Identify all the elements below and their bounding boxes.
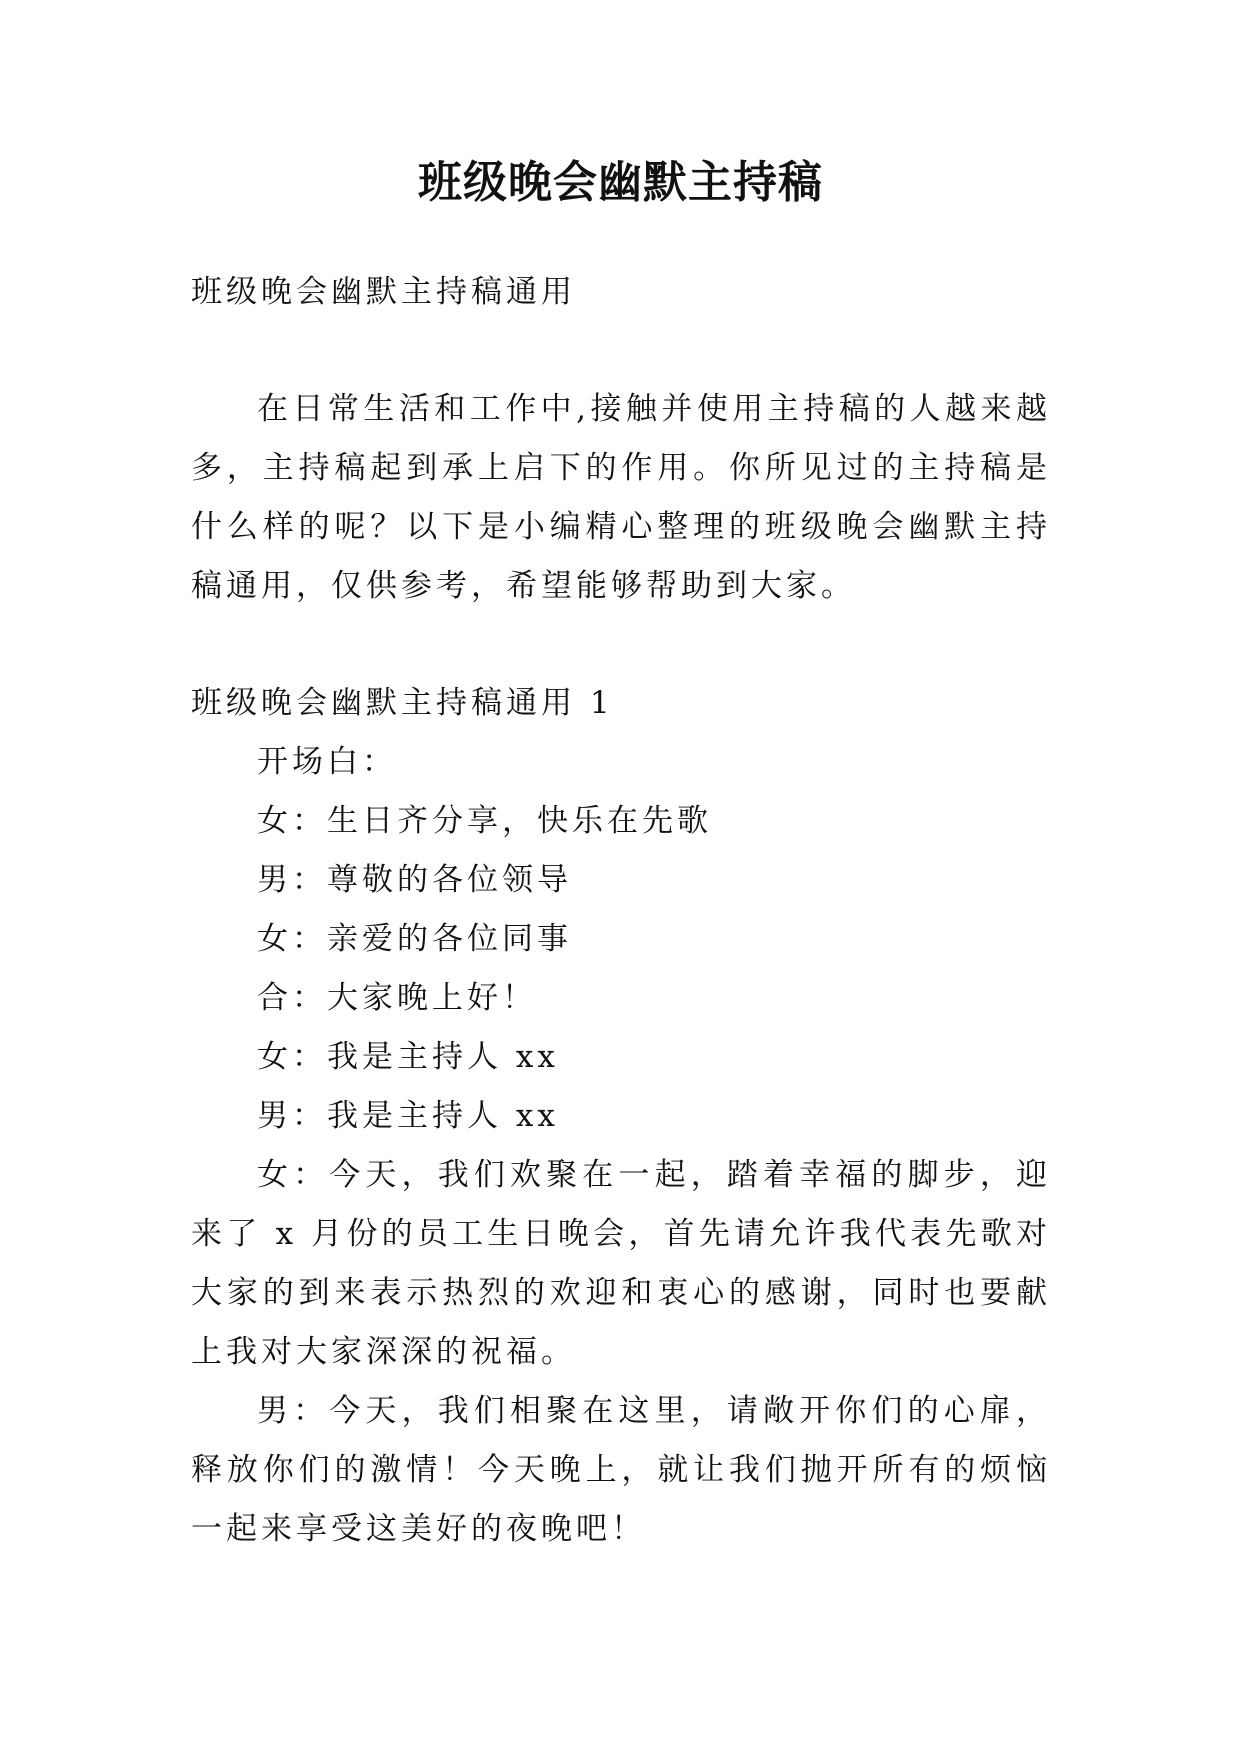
- script-line: 女：生日齐分享，快乐在先歌: [257, 803, 712, 839]
- document-subtitle: 班级晚会幽默主持稿通用: [191, 274, 576, 310]
- script-line: 女：亲爱的各位同事: [257, 921, 572, 957]
- script-line: 男：我是主持人 xx: [257, 1098, 559, 1134]
- script-line: 合：大家晚上好！: [257, 980, 537, 1016]
- intro-paragraph: 在日常生活和工作中,接触并使用主持稿的人越来越多，主持稿起到承上启下的作用。你所见过的主持稿是什么样的呢？以下是小编精心整理的班级晚会幽默主持稿通用，仅供参考，希望能够帮助到大家。: [191, 391, 1051, 604]
- script-line: 女：我是主持人 xx: [257, 1039, 559, 1075]
- script-line: 男：尊敬的各位领导: [257, 862, 572, 898]
- script-line-opening: 开场白：: [257, 744, 397, 780]
- script-paragraph: 女：今天，我们欢聚在一起，踏着幸福的脚步，迎来了 x 月份的员工生日晚会，首先请允许我代表先歌对大家的到来表示热烈的欢迎和衷心的感谢，同时也要献上我对大家深深的祝福。: [191, 1157, 1051, 1370]
- document-body: [191, 263, 1051, 1559]
- document-title: 班级晚会幽默主持稿: [418, 157, 823, 208]
- section-heading: 班级晚会幽默主持稿通用 1: [191, 685, 614, 721]
- script-paragraph: 男：今天，我们相聚在这里，请敞开你们的心扉，释放你们的激情！今天晚上，就让我们抛开所有的烦恼一起来享受这美好的夜晚吧！: [191, 1393, 1051, 1547]
